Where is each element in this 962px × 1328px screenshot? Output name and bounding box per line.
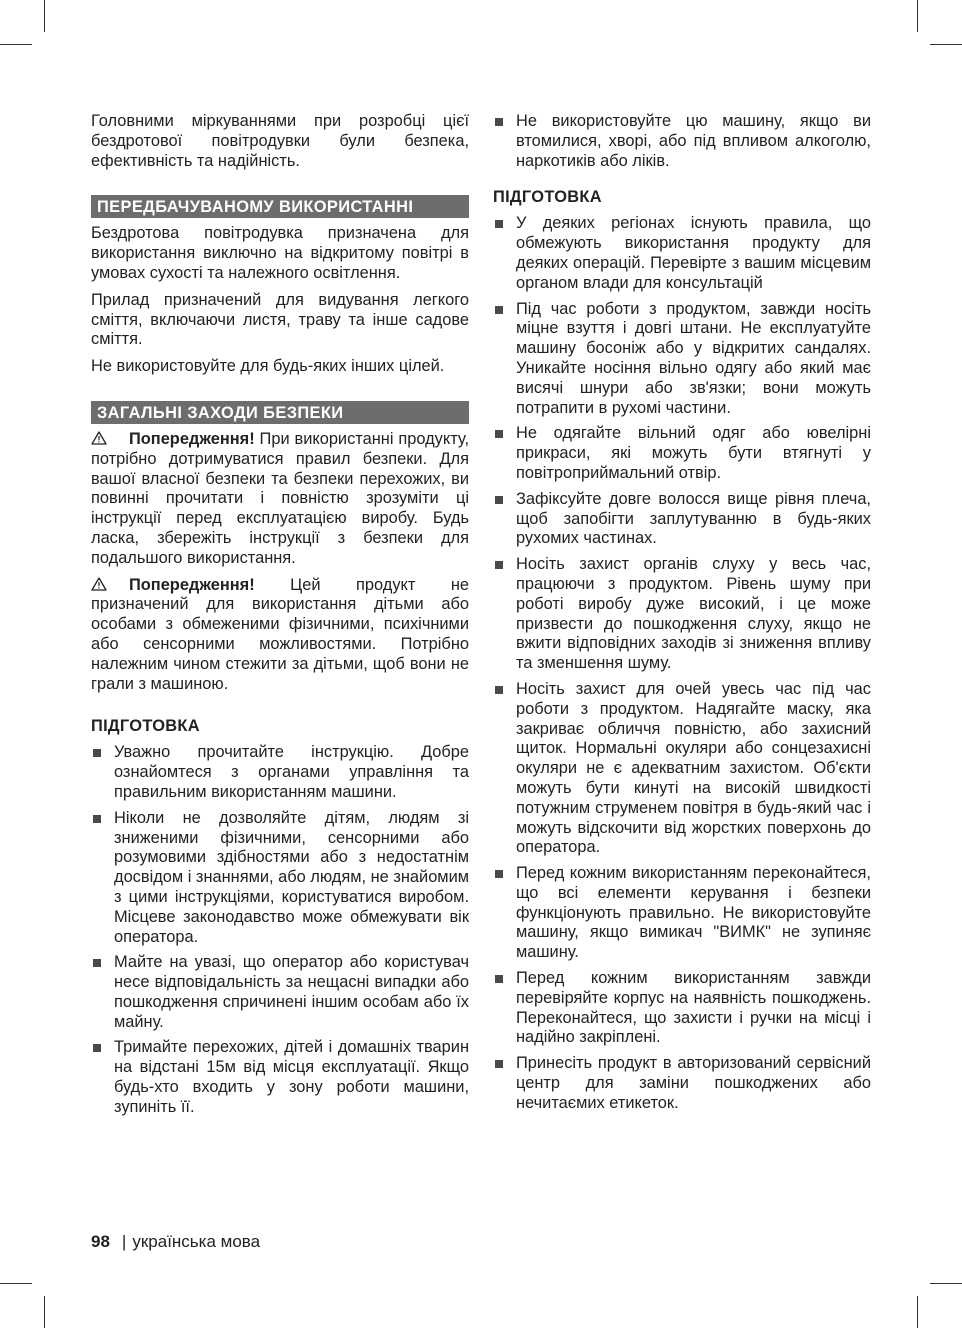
top-list [493,112,871,171]
bullet-square-icon [495,870,503,878]
list-item: Тримайте перехожих, дітей і домашніх тварин на відстані 15м від місця експлуатації. Якщо будь-хто входить у зону роботи машини, зупиніть її. [91,1038,469,1117]
crop-mark [44,0,45,32]
bullet-square-icon [495,220,503,228]
list-item: Не одягайте вільний одяг або ювелірні прикраси, які можуть бути втягнуті у повітроприймальний отвір. [493,424,871,483]
bullet-square-icon [495,306,503,314]
list-item: Носіть захист для очей увесь час під час роботи з продуктом. Надягайте маску, яка закриває обличчя повністю, або захисний щиток. Нормальні окуляри або сонцезахисні окуляри не є адекватним захистом. Об'єкти можуть бути кинуті на високій швидкості потужним струменем повітря в будь-який час і можуть відскочити від жорстких поверхонь до оператора. [493,680,871,858]
list-item: Під час роботи з продуктом, завжди носіть міцне взуття і довгі штани. Не експлуатуйте машину босоніж або у відкритих сандалях. Уникайте носіння вільно одягу або який має висячі шнури або зв'язки; вони можуть потрапити в рухомі частини. [493,300,871,419]
bullet-square-icon [93,959,101,967]
bullet-square-icon [495,430,503,438]
section-heading-general-safety: ЗАГАЛЬНІ ЗАХОДИ БЕЗПЕКИ [91,401,469,424]
section-heading-intended-use: ПЕРЕДБАЧУВАНОМУ ВИКОРИСТАННІ [91,195,469,218]
bullet-square-icon [495,686,503,694]
bullet-square-icon [93,749,101,757]
footer-language: українська мова [132,1232,261,1251]
list-item: Принесіть продукт в авторизований сервісний центр для заміни пошкоджених або нечитаємих етикеток. [493,1054,871,1113]
intended-use-paragraph: Прилад призначений для видування легкого сміття, включаючи листя, траву та інше садове сміття. [91,290,469,349]
crop-mark [917,0,918,32]
crop-mark [0,1283,32,1284]
list-item: Перед кожним використанням завжди перевіряйте корпус на наявність пошкоджень. Переконайтеся, що захисти і ручки на місці і надійно закріплені. [493,969,871,1048]
bullet-square-icon [495,561,503,569]
intro-paragraph: Головними міркуваннями при розробці цієї бездротової повітродувки були безпека, ефективність та надійність. [91,112,469,170]
crop-mark [44,1296,45,1328]
right-column [493,112,871,1120]
warning-icon [91,577,107,591]
left-column [91,112,469,1124]
bullet-square-icon [495,496,503,504]
list-item: Носіть захист органів слуху у весь час, працюючи з продуктом. Рівень шуму при роботі виробу дуже високий, і це може призвести до пошкодження слуху, якщо не вжити відповідних заходів зі зниження впливу та зменшення шуму. [493,555,871,674]
list-item: Перед кожним використанням переконайтеся, що всі елементи керування і безпеки функціонують правильно. Не використовуйте машину, якщо вимикач "ВИМК" не зупиняє машину. [493,864,871,963]
warning-icon [91,431,107,445]
preparation-list [493,214,871,1113]
bullet-square-icon [495,118,503,126]
bullet-square-icon [495,1060,503,1068]
intended-use-paragraph: Не використовуйте для будь-яких інших цілей. [91,357,445,376]
list-item: Ніколи не дозволяйте дітям, людям зі зниженими фізичними, сенсорними або розумовими здібностями або з недостатнім досвідом і знаннями, або людям, не знайомим з цими інструкціями, користуватися виробом. Місцеве законодавство може обмежувати вік оператора. [91,809,469,948]
list-item: Не використовуйте цю машину, якщо ви втомилися, хворі, або під впливом алкоголю, наркотиків або ліків. [493,112,871,171]
crop-mark [930,44,962,45]
crop-mark [917,1296,918,1328]
page-footer [91,1231,260,1253]
list-item: Майте на увазі, що оператор або користувач несе відповідальність за нещасні випадки або пошкодження спричинені іншим особам або їх майну. [91,953,469,1032]
footer-separator: | [121,1232,127,1251]
warning-paragraph [91,430,469,569]
warning-paragraph [91,576,469,695]
list-item: Уважно прочитайте інструкцію. Добре ознайомтеся з органами управління та правильним використанням машини. [91,743,469,802]
subheading-preparation: ПІДГОТОВКА [91,717,200,736]
subheading-preparation: ПІДГОТОВКА [493,188,602,207]
list-item: Зафіксуйте довге волосся вище рівня плеча, щоб запобігти заплутуванню в будь-яких рухомих частинах. [493,490,871,549]
warning-text: Цей продукт не призначений для використання дітьми або особами з обмеженими фізичними, психічними або сенсорними можливостями. Потрібно належним чином стежити за дітьми, щоб вони не грали з машиною. [91,575,469,693]
crop-mark [930,1283,962,1284]
bullet-square-icon [93,1044,101,1052]
warning-text: При використанні продукту, потрібно дотримуватися правил безпеки. Для вашої власної безпеки та безпеки перехожих, ви повинні прочитати і повністю зрозуміти ці інструкції перед експлуатацією виробу. Будь ласка, збережіть інструкції з безпеки для подальшого використання. [91,429,469,567]
crop-mark [0,44,32,45]
warning-label: Попередження! [129,575,255,594]
list-item: У деяких регіонах існують правила, що обмежують використання продукту для деяких операцій. Перевірте з вашим місцевим органом влади для консультацій [493,214,871,293]
warning-label: Попередження! [129,429,255,448]
bullet-square-icon [93,815,101,823]
bullet-square-icon [495,975,503,983]
intended-use-paragraph: Бездротова повітродувка призначена для використання виключно на відкритому повітрі в умовах сухості та належного освітлення. [91,224,469,282]
page-number: 98 [91,1232,110,1251]
preparation-list [91,743,469,1117]
